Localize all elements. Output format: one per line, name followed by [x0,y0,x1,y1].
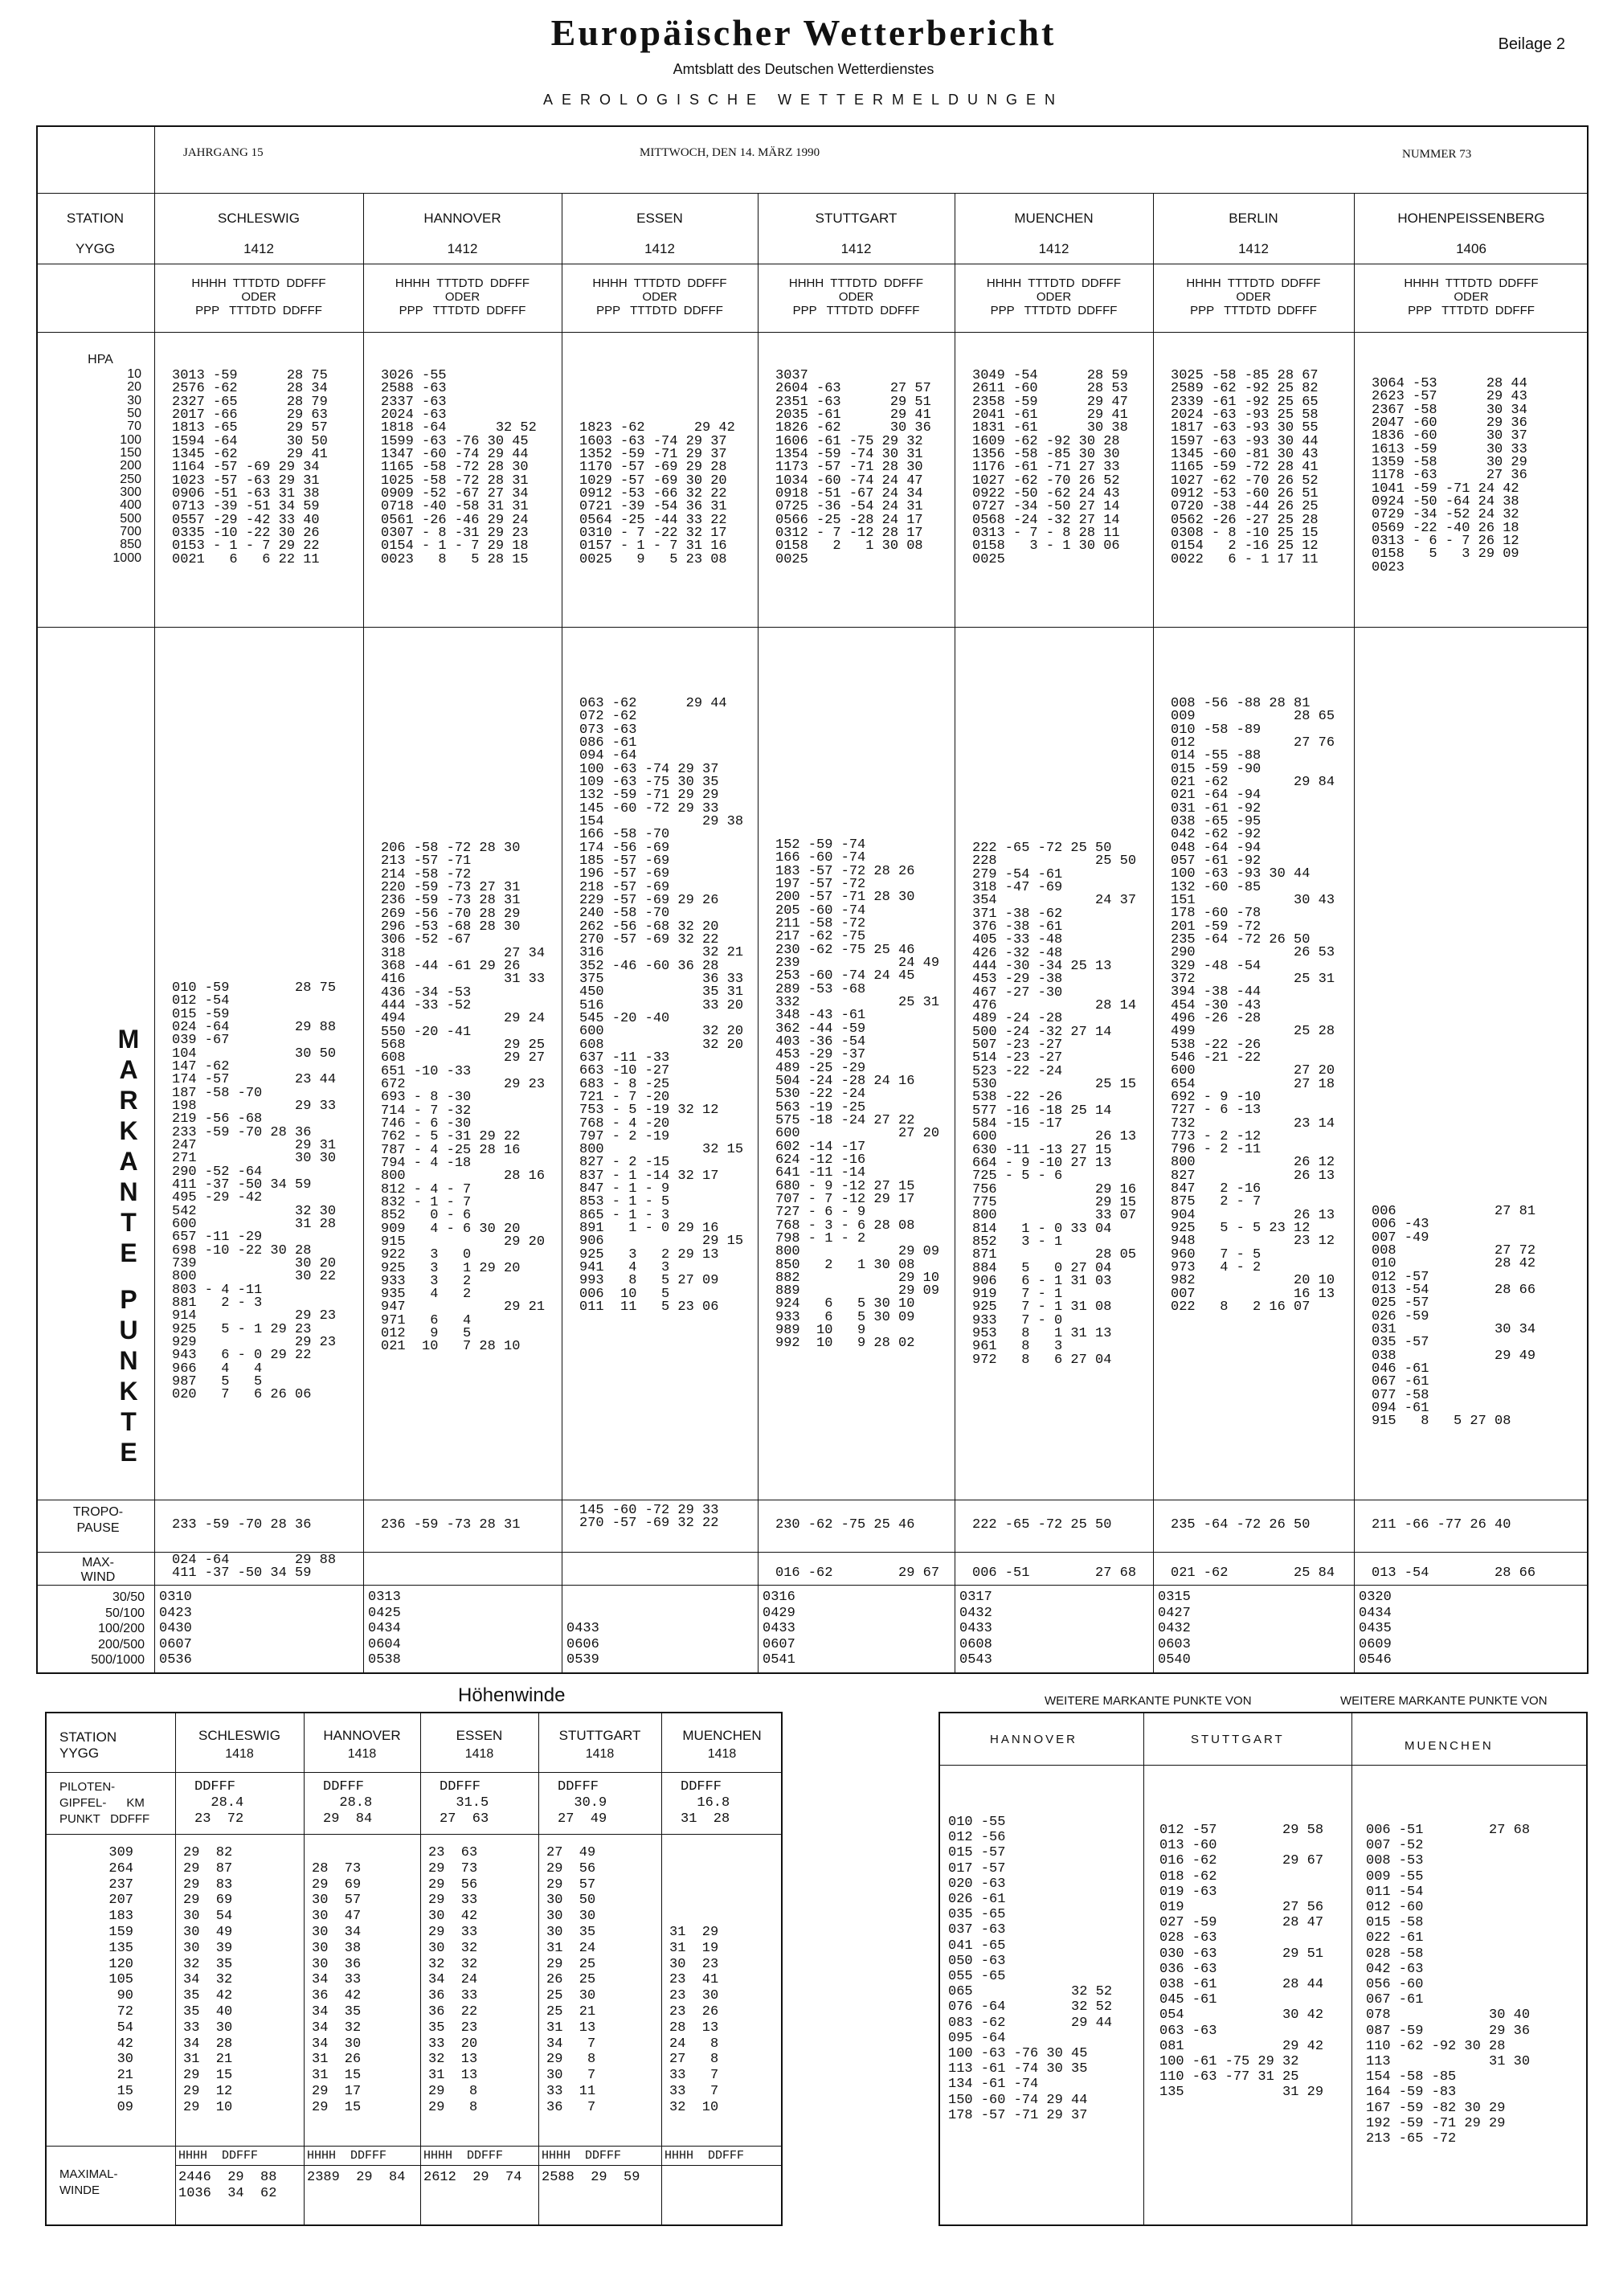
standard-levels: 3049 -54 28 59 2611 -60 28 53 2358 -59 29 47 2041 -61 29 41 1831 -61 30 38 1609 -62 -92 30 28 1356 -58 -85 30 30 1176 -61 -71 27 33 1027 -62 -70 26 52 0922 -50 -62 24 43 0727 -34 -50 27 14 0568 -24 -32 27 14 0313 - 7 - 8 28 11 0158 3 - 1 30 06 0025 [972,368,1128,567]
tropopause-label: TROPO- PAUSE [72,1505,124,1535]
date-label: MITTWOCH, DEN 14. MÄRZ 1990 [640,146,820,159]
weitere-hannover-values: 010 -55 012 -56 015 -57 017 -57 020 -63 026 -61 035 -65 037 -63 041 -65 050 -63 055 -65 065 32 52 076 -64 32 52 083 -62 29 44 095 -64 100 -63 -76 30 45 113 -61 -74 30 35 134 -61 -74 150 -60 -74 29 44 178 -57 -71 29 37 [948,1815,1113,2123]
maxwind-values: 021 -62 25 84 [1171,1565,1335,1581]
hw-station-yygg: 1418 [464,1747,494,1761]
tropopause-values: 236 -59 -73 28 31 [381,1517,521,1533]
hw-station-yygg: 1418 [347,1747,377,1761]
tropopause-values: 233 -59 -70 28 36 [172,1517,312,1533]
column-header-line3: PPP TTTDTD DDFFF [596,304,723,317]
standard-levels: 3064 -53 28 44 2623 -57 29 43 2367 -58 30 34 2047 -60 29 36 1836 -60 30 37 1613 -59 30 33 1359 -58 30 29 1178 -63 27 36 1041 -59 -71 24 42 0924 -50 -64 24 38 0729 -34 -52 24 32 0569 -22 -40 26 18 0313 - 6 - 7 26 12 0158 5 3 29 09 0023 [1372,376,1527,575]
hw-max-values: 2612 29 74 [423,2170,522,2185]
hw-levels: 309 264 237 207 183 159 135 120 105 90 72 54 42 30 21 15 09 [108,1845,133,2115]
hw-max-label: MAXIMAL- WINDE [59,2167,118,2197]
column-header-line2: ODER [444,290,480,304]
markante-punkte-values: 063 -62 29 44 072 -62 073 -63 086 -61 094 -64 100 -63 -74 29 37 109 -63 -75 30 35 132 -59 -71 29 29 145 -60 -72 29 33 154 29 38 166 -58 -70 174 -56 -69 185 -57 -69 196 -57 -69 218 -57 -69 229 -57 -69 29 26 240 -58 -70 262 -56 -68 32 20 270 -57 -69 32 22 316 32 21 352 -46 -60 36 28 375 36 33 450 35 31 516 33 20 545 -20 -40 600 32 20 608 32 20 637 -11 -33 663 -10 -27 683 - 8 -25 721 - 7 -20 753 - 5 -19 32 12 768 - 4 -20 797 - 2 -19 800 32 15 827 - 2 -15 837 - 1 -14 32 17 847 - 1 - 9 853 - 1 - 5 865 - 1 - 3 891 1 - 0 29 16 906 29 15 925 3 2 29 13 941 4 3 993 8 5 27 09 006 10 5 011 11 5 23 06 [579,696,744,1316]
nummer-label: NUMMER 73 [1402,148,1472,161]
station-yygg: 1412 [1238,241,1269,256]
weitere-stuttgart-values: 012 -57 29 58 013 -60 016 -62 29 67 018 -62 019 -63 019 27 56 027 -59 28 47 028 -63 030 -63 29 51 036 -63 038 -61 28 44 045 -61 054 30 42 063 -63 081 29 42 100 -61 -75 29 32 110 -63 -77 31 25 135 31 29 [1159,1823,1324,2101]
hw-hhhh-header: HHHH DDFFF [307,2149,387,2163]
column-header [568,276,751,317]
weitere-muenchen-values: 006 -51 27 68 007 -52 008 -53 009 -55 011 -54 012 -60 015 -58 022 -61 028 -58 042 -63 056 -60 067 -61 078 30 40 087 -59 29 36 110 -62 -92 30 28 113 31 30 154 -58 -85 164 -59 -83 167 -59 -82 30 29 192 -59 -71 29 29 213 -65 -72 [1366,1823,1531,2147]
standard-levels: 3037 2604 -63 27 57 2351 -63 29 51 2035 -61 29 41 1826 -62 30 36 1606 -61 -75 29 32 1354 -59 -74 30 31 1173 -57 -71 28 30 1034 -60 -74 24 47 0918 -51 -67 24 34 0725 -36 -54 24 31 0566 -25 -28 24 17 0312 - 7 -12 28 17 0158 2 1 30 08 0025 [775,368,931,567]
column-header [961,276,1147,317]
tropopause-values: 222 -65 -72 25 50 [972,1517,1112,1533]
column-header-line1: HHHH TTTDTD DDFFF [395,276,530,290]
tropopause-values: 230 -62 -75 25 46 [775,1517,915,1533]
station-yygg: 1406 [1456,241,1486,256]
standard-levels: 1823 -62 29 42 1603 -63 -74 29 37 1352 -59 -71 29 37 1170 -57 -69 29 28 1029 -57 -69 30 20 0912 -53 -66 32 22 0721 -39 -54 36 31 0564 -25 -44 33 22 0310 - 7 -22 32 17 0157 - 1 - 7 31 16 0025 9 5 23 08 [579,420,735,567]
layer-values: 0315 0427 0432 0603 0540 [1158,1590,1191,1668]
hw-pilot-label: PILOTEN- GIPFEL- KM PUNKT DDFFF [59,1780,150,1826]
markante-punkte-values: 006 27 81 006 -43 007 -49 008 27 72 010 28 42 012 -57 013 -54 28 66 025 -57 026 -59 031 30 34 035 -57 038 29 49 046 -61 067 -61 077 -58 094 -61 915 8 5 27 08 [1372,1204,1536,1430]
station-yygg: 1412 [644,241,675,256]
tropopause-values: 235 -64 -72 26 50 [1171,1517,1311,1533]
hw-pilot-values: DDFFF 30.9 27 49 [558,1779,607,1827]
weitere-title-2: WEITERE MARKANTE PUNKTE VON [1340,1694,1548,1708]
station-name: STUTTGART [815,211,898,226]
layer-values: 0320 0434 0435 0609 0546 [1359,1590,1392,1668]
hw-station-name: MUENCHEN [682,1728,762,1743]
standard-levels: 3013 -59 28 75 2576 -62 28 34 2327 -65 28 79 2017 -66 29 63 1813 -65 29 57 1594 -64 30 50 1345 -62 29 41 1164 -57 -69 29 34 1023 -57 -63 29 31 0906 -51 -63 31 38 0713 -39 -51 34 59 0557 -29 -42 33 40 0335 -10 -22 30 26 0153 - 1 - 7 29 22 0021 6 6 22 11 [172,368,328,567]
station-yygg: 1412 [1038,241,1069,256]
tropopause-values: 145 -60 -72 29 33 270 -57 -69 32 22 [579,1503,719,1532]
hw-max-values: 2588 29 59 [542,2170,640,2185]
hw-wind-values: 28 73 29 69 30 57 30 47 30 34 30 38 30 36 34 33 36 42 34 35 34 32 34 30 31 26 31 15 29 17 29 15 [312,1860,362,2115]
hw-station-name: ESSEN [456,1728,503,1743]
column-header-line2: ODER [1454,290,1489,304]
hw-station-label: STATION [59,1729,117,1745]
page-subtitle: Amtsblatt des Deutschen Wetterdienstes [673,61,934,77]
hw-wind-values: 27 49 29 56 29 57 30 50 30 30 30 35 31 24 29 25 26 25 25 30 25 21 31 13 34 7 29 8 30 7 33 11 36 7 [546,1845,596,2115]
hw-pilot-values: DDFFF 16.8 31 28 [681,1779,730,1827]
markante-punkte-values: 222 -65 -72 25 50 228 25 50 279 -54 -61 318 -47 -69 354 24 37 371 -38 -62 376 -38 -61 405 -33 -48 426 -32 -48 444 -30 -34 25 13 453 -29 -38 467 -27 -30 476 28 14 489 -24 -28 500 -24 -32 27 14 507 -23 -27 514 -23 -27 523 -22 -24 530 25 15 538 -22 -26 577 -16 -18 25 14 584 -15 -17 600 26 13 630 -11 -13 27 15 664 - 9 -10 27 13 725 - 5 - 6 756 29 16 775 29 15 800 33 07 814 1 - 0 33 04 852 3 - 1 871 28 05 884 5 0 27 04 906 6 - 1 31 03 919 7 - 1 925 7 - 1 31 08 933 7 - 0 953 8 1 31 13 961 8 3 972 8 6 27 04 [972,841,1137,1368]
hw-wind-values: 23 63 29 73 29 56 29 33 30 42 29 33 30 32 32 32 34 24 36 33 36 22 35 23 33 20 32 13 31 13 29 8 29 8 [428,1845,478,2115]
yygg-label: YYGG [75,241,116,256]
hw-station-yygg: 1418 [225,1747,254,1761]
markante-punkte-values: 008 -56 -88 28 81 009 28 65 010 -58 -89 012 27 76 014 -55 -88 015 -59 -90 021 -62 29 84 021 -64 -94 031 -61 -92 038 -65 -95 042 -62 -92 048 -64 -94 057 -61 -92 100 -63 -93 30 44 132 -60 -85 151 30 43 178 -60 -78 201 -59 -72 235 -64 -72 26 50 290 26 53 329 -48 -54 372 25 31 394 -38 -44 454 -30 -43 496 -26 -28 499 25 28 538 -22 -26 546 -21 -22 600 27 20 654 27 18 692 - 9 -10 727 - 6 -13 732 23 14 773 - 2 -12 796 - 2 -11 800 26 12 827 26 13 847 2 -16 875 2 - 7 904 26 13 925 5 - 5 23 12 948 23 12 960 7 - 5 973 4 - 2 982 20 10 007 16 13 022 8 2 16 07 [1171,696,1335,1316]
section-title: AEROLOGISCHE WETTERMELDUNGEN [542,92,1065,108]
hw-hhhh-header: HHHH DDFFF [178,2149,259,2163]
column-header [764,276,948,317]
hw-station-yygg: 1418 [707,1747,737,1761]
column-header-line1: HHHH TTTDTD DDFFF [986,276,1122,290]
layer-values: 0313 0425 0434 0604 0538 [368,1590,401,1668]
hw-hhhh-header: HHHH DDFFF [542,2149,622,2163]
maxwind-values: 024 -64 29 88 411 -37 -50 34 59 [172,1553,337,1582]
maxwind-label: MAX- WIND [80,1556,116,1584]
weitere-muenchen-name: MUENCHEN [1405,1739,1494,1753]
layer-values: 0316 0429 0433 0607 0541 [763,1590,795,1668]
hw-hhhh-header: HHHH DDFFF [664,2149,745,2163]
hw-wind-values: 29 82 29 87 29 83 29 69 30 54 30 49 30 39 32 35 34 32 35 42 35 40 33 30 34 28 31 21 29 15 29 12 29 10 [183,1845,233,2115]
maxwind-values: 013 -54 28 66 [1372,1565,1536,1581]
column-header-line1: HHHH TTTDTD DDFFF [1404,276,1539,290]
pressure-levels: 10 20 30 50 70 100 150 200 250 300 400 500 700 850 1000 [112,367,141,565]
maxwind-values: 006 -51 27 68 [972,1565,1137,1581]
column-header-line2: ODER [642,290,677,304]
markante-punkte-values: 206 -58 -72 28 30 213 -57 -71 214 -58 -72 220 -59 -73 27 31 236 -59 -73 28 31 269 -56 -70 28 29 296 -53 -68 28 30 306 -52 -67 318 27 34 368 -44 -61 29 26 416 31 33 436 -34 -53 444 -33 -52 494 29 24 550 -20 -41 568 29 25 608 29 27 651 -10 -33 672 29 23 693 - 8 -30 714 - 7 -32 746 - 6 -30 762 - 5 -31 29 22 787 - 4 -25 28 16 794 - 4 -18 800 28 16 812 - 4 - 7 832 - 1 - 7 852 0 - 6 909 4 - 6 30 20 915 29 20 922 3 0 925 3 1 29 20 933 3 2 935 4 2 947 29 21 971 6 4 012 9 5 021 10 7 28 10 [381,841,546,1355]
column-header [1159,276,1347,317]
hw-yygg-label: YYGG [59,1746,100,1761]
column-header-line3: PPP TTTDTD DDFFF [1190,304,1317,317]
column-header-line2: ODER [241,290,276,304]
tropopause-values: 211 -66 -77 26 40 [1372,1517,1511,1533]
markante-punkte-values: 010 -59 28 75 012 -54 015 -59 024 -64 29 88 039 -67 104 30 50 147 -62 174 -57 23 44 187 -58 -70 198 29 33 219 -56 -68 233 -59 -70 28 36 247 29 31 271 30 30 290 -52 -64 411 -37 -50 34 59 495 -29 -42 542 32 30 600 31 28 657 -11 -29 698 -10 -22 30 28 739 30 20 800 30 22 803 - 4 -11 881 2 - 3 914 29 23 925 5 - 1 29 23 929 29 23 943 6 - 0 29 22 966 4 4 987 5 5 020 7 6 26 06 [172,980,337,1403]
station-yygg: 1412 [447,241,478,256]
layer-values: 0317 0432 0433 0608 0543 [959,1590,992,1668]
weitere-hannover-name: HANNOVER [990,1733,1078,1746]
station-label: STATION [66,211,125,226]
station-name: HOHENPEISSENBERG [1397,211,1545,226]
hw-max-values: 2446 29 88 1036 34 62 [178,2170,277,2201]
standard-levels: 3026 -55 2588 -63 2337 -63 2024 -63 1818 -64 32 52 1599 -63 -76 30 45 1347 -60 -74 29 44 1165 -58 -72 28 30 1025 -58 -72 28 31 0909 -52 -67 27 34 0718 -40 -58 31 31 0561 -26 -46 29 24 0307 - 8 -31 29 23 0154 - 1 - 7 29 18 0023 8 5 28 15 [381,368,537,567]
column-header-line2: ODER [838,290,874,304]
station-name: BERLIN [1229,211,1278,226]
column-header-line1: HHHH TTTDTD DDFFF [592,276,727,290]
hw-station-name: SCHLESWIG [198,1728,281,1743]
hw-pilot-values: DDFFF 28.4 23 72 [194,1779,244,1827]
column-header-line3: PPP TTTDTD DDFFF [990,304,1118,317]
markante-punkte-values: 152 -59 -74 166 -60 -74 183 -57 -72 28 26 197 -57 -72 200 -57 -71 28 30 205 -60 -74 211 -58 -72 217 -62 -75 230 -62 -75 25 46 239 24 49 253 -60 -74 24 45 289 -53 -68 332 25 31 348 -43 -61 362 -44 -59 403 -36 -54 453 -29 -37 489 -25 -29 504 -24 -28 24 16 530 -22 -24 563 -19 -25 575 -18 -24 27 22 600 27 20 602 -14 -17 624 -12 -16 641 -11 -14 680 - 9 -12 27 15 707 - 7 -12 29 17 727 - 6 - 9 768 - 3 - 6 28 08 798 - 1 - 2 800 29 09 850 2 1 30 08 882 29 10 889 29 09 924 6 5 30 10 933 6 5 30 09 989 10 9 992 10 9 28 02 [775,837,940,1352]
column-header-line1: HHHH TTTDTD DDFFF [191,276,326,290]
column-header [1360,276,1582,317]
hoehenwinde-title: Höhenwinde [458,1684,566,1706]
station-name: HANNOVER [423,211,501,226]
jahrgang-label: JAHRGANG 15 [183,146,264,159]
column-header-line2: ODER [1236,290,1271,304]
column-header-line1: HHHH TTTDTD DDFFF [788,276,924,290]
beilage-label: Beilage 2 [1498,35,1565,53]
hw-max-values: 2389 29 84 [307,2170,406,2185]
station-name: SCHLESWIG [217,211,301,226]
station-yygg: 1412 [243,241,274,256]
column-header-line3: PPP TTTDTD DDFFF [792,304,920,317]
weitere-stuttgart-name: STUTTGART [1191,1733,1285,1746]
station-yygg: 1412 [840,241,872,256]
column-header-line3: PPP TTTDTD DDFFF [195,304,322,317]
layer-values: 0433 0606 0539 [566,1621,599,1668]
layer-values: 0310 0423 0430 0607 0536 [159,1590,192,1668]
hw-station-name: STUTTGART [558,1728,641,1743]
hw-station-yygg: 1418 [585,1747,615,1761]
weitere-title-1: WEITERE MARKANTE PUNKTE VON [1045,1694,1252,1708]
station-name: ESSEN [636,211,683,226]
maxwind-values: 016 -62 29 67 [775,1565,940,1581]
page-title: Europäischer Wetterbericht [550,12,1057,53]
column-header-line3: PPP TTTDTD DDFFF [399,304,526,317]
station-name: MUENCHEN [1014,211,1094,226]
column-header-line1: HHHH TTTDTD DDFFF [1186,276,1321,290]
standard-levels: 3025 -58 -85 28 67 2589 -62 -92 25 82 2339 -61 -92 25 65 2024 -63 -93 25 58 1817 -63 -93 30 55 1597 -63 -93 30 44 1345 -60 -81 30 43 1165 -59 -72 28 41 1027 -62 -70 26 52 0912 -53 -60 26 51 0720 -38 -44 26 25 0562 -26 -27 25 28 0308 - 8 -10 25 15 0154 2 -16 25 12 0022 6 - 1 17 11 [1171,368,1319,567]
markante-punkte-label: M A R K A N T E P U N K T E [117,1025,140,1467]
layer-labels: 30/50 50/100 100/200 200/500 500/1000 [91,1590,145,1668]
column-header [370,276,555,317]
hw-hhhh-header: HHHH DDFFF [423,2149,504,2163]
column-header-line3: PPP TTTDTD DDFFF [1408,304,1535,317]
hw-pilot-values: DDFFF 28.8 29 84 [323,1779,373,1827]
column-header [161,276,357,317]
hpa-label: HPA [88,353,113,366]
hw-pilot-values: DDFFF 31.5 27 63 [440,1779,489,1827]
hw-station-name: HANNOVER [323,1728,401,1743]
hw-wind-values: 31 29 31 19 30 23 23 41 23 30 23 26 28 13 24 8 27 8 33 7 33 7 32 10 [669,1924,719,2115]
column-header-line2: ODER [1036,290,1072,304]
